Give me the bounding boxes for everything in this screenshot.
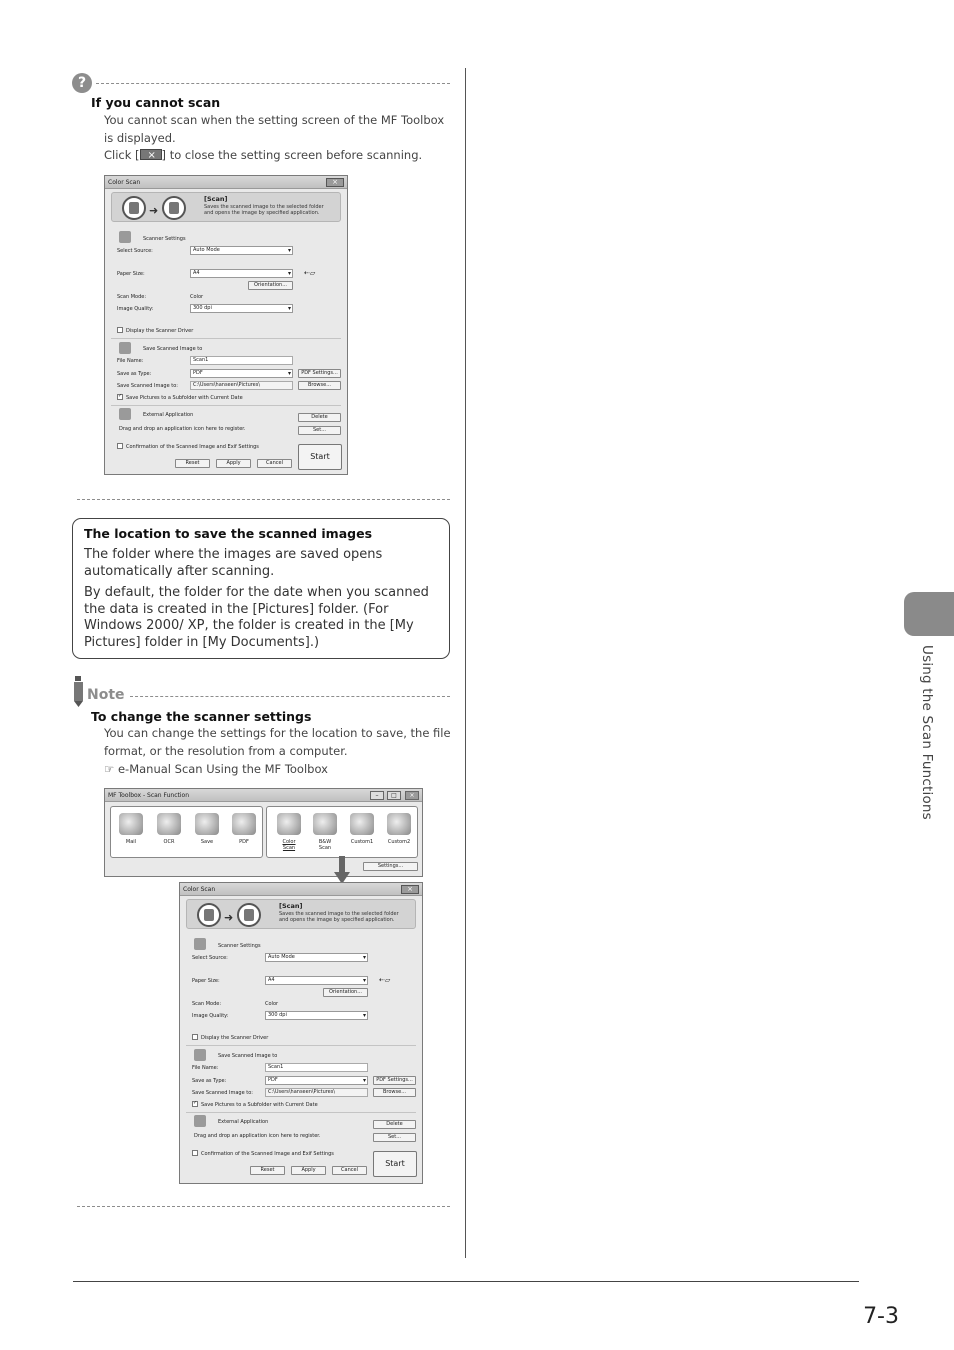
select-source-label: Select Source: (117, 248, 153, 254)
hint-click-post: ] to close the setting screen before scanning. (161, 148, 423, 162)
ocr-label: OCR (163, 839, 175, 845)
subfolder-label: Save Pictures to a Subfolder with Current Date (201, 1102, 318, 1108)
file-name-input[interactable]: Scan1 (190, 356, 293, 365)
minimize-icon[interactable]: – (370, 791, 384, 800)
window-titlebar (105, 789, 422, 802)
save-folder-icon (194, 1049, 206, 1061)
save-path-label: Save Scanned Image to: (192, 1090, 253, 1096)
mail-label: Mail (125, 839, 137, 845)
subfolder-checkbox[interactable] (192, 1101, 198, 1107)
delete-button[interactable]: Delete (373, 1120, 416, 1129)
file-name-label: File Name: (192, 1065, 219, 1071)
banner-title: [Scan] (279, 902, 303, 910)
image-quality-label: Image Quality: (117, 306, 154, 312)
save-folder-icon (119, 342, 131, 354)
save-icon[interactable] (195, 813, 219, 835)
hint-body: You cannot scan when the setting screen of the MF Toolbox is displayed. (104, 113, 445, 145)
browse-button[interactable]: Browse... (298, 381, 341, 390)
orientation-icon: ⇠▱ (304, 269, 316, 277)
cancel-button[interactable]: Cancel (332, 1166, 367, 1175)
custom2-icon[interactable] (387, 813, 411, 835)
note-link[interactable]: e-Manual Scan Using the MF Toolbox (117, 762, 328, 776)
scan-mode-value: Color (190, 294, 204, 300)
arrow-right-icon: ➜ (149, 204, 159, 217)
save-to-label: Save Scanned Image to (143, 346, 203, 352)
select-source-dropdown[interactable]: Auto Mode ▾ (265, 953, 368, 962)
window-title: Color Scan (183, 886, 216, 893)
window-title: Color Scan (108, 179, 141, 186)
display-driver-checkbox[interactable] (117, 327, 123, 333)
confirm-checkbox[interactable] (117, 443, 123, 449)
scanner-settings-label: Scanner Settings (218, 943, 261, 949)
section-divider (111, 405, 341, 406)
scanner-icon (122, 196, 146, 220)
hint-click-pre: Click [ (104, 148, 140, 162)
scanner-icon (197, 903, 221, 927)
scan-mode-label: Scan Mode: (117, 294, 147, 300)
pdf-settings-button[interactable]: PDF Settings... (298, 369, 341, 378)
close-icon[interactable]: × (326, 178, 344, 187)
section-divider (186, 1045, 416, 1046)
save-path-label: Save Scanned Image to: (117, 383, 178, 389)
callout-paragraph-1: The folder where the images are saved opens automatically after scanning. (84, 547, 383, 579)
banner-desc: Saves the scanned image to the selected folder and opens the image by specified application. (279, 911, 399, 923)
color-scan-label: Color Scan (282, 839, 296, 851)
note-heading: To change the scanner settings (91, 709, 312, 724)
scan-mode-value: Color (265, 1001, 279, 1007)
mf-toolbox-window (104, 788, 423, 877)
paper-size-dropdown[interactable]: A4 ▾ (190, 269, 293, 278)
color-scan-window (104, 175, 348, 475)
ocr-icon[interactable] (157, 813, 181, 835)
column-divider (465, 68, 466, 1258)
orientation-icon: ⇠▱ (379, 976, 391, 984)
custom2-label: Custom2 (387, 839, 411, 845)
color-scan-icon[interactable] (277, 813, 301, 835)
hint-heading: If you cannot scan (91, 95, 221, 110)
confirm-label: Confirmation of the Scanned Image and Exif Settings (201, 1151, 334, 1157)
callout-title: The location to save the scanned images (84, 526, 373, 541)
set-button[interactable]: Set... (373, 1133, 416, 1142)
maximize-icon[interactable]: □ (387, 791, 401, 800)
confirm-checkbox[interactable] (192, 1150, 198, 1156)
arrow-down-icon (334, 856, 350, 884)
page-number: 7-3 (863, 1304, 899, 1329)
external-app-label: External Application (218, 1119, 269, 1125)
drag-hint: Drag and drop an application icon here to register. (194, 1133, 321, 1139)
image-quality-dropdown[interactable]: 300 dpi ▾ (265, 1011, 368, 1020)
subfolder-checkbox[interactable] (117, 394, 123, 400)
question-icon: ? (72, 73, 92, 93)
save-location-callout (72, 518, 450, 659)
window-title: MF Toolbox - Scan Function (108, 792, 190, 799)
image-quality-dropdown[interactable]: 300 dpi ▾ (190, 304, 293, 313)
display-driver-checkbox[interactable] (192, 1034, 198, 1040)
note-bottom-divider (77, 1206, 450, 1207)
callout-paragraph-2: By default, the folder for the date when you scanned the data is created in the [Pictures] folder. (For Windows 2000/ XP, the folder is created in the [My Pictures] folder in [My Documents].) (84, 585, 429, 650)
folder-icon (162, 196, 186, 220)
hint-bottom-divider (77, 499, 450, 500)
subfolder-label: Save Pictures to a Subfolder with Current Date (126, 395, 243, 401)
hint-top-divider (96, 83, 450, 84)
apply-button[interactable]: Apply (291, 1166, 326, 1175)
chapter-tab-label: Using the Scan Functions (919, 645, 935, 820)
banner-desc: Saves the scanned image to the selected folder and opens the image by specified application. (204, 204, 324, 216)
paper-size-label: Paper Size: (117, 271, 145, 277)
save-path-field[interactable]: C:\Users\hanseen\Pictures\ (190, 381, 293, 390)
orientation-button[interactable]: Orientation... (323, 988, 368, 997)
note-link-line[interactable] (104, 761, 449, 779)
select-source-label: Select Source: (192, 955, 228, 961)
external-app-icon (194, 1115, 206, 1127)
close-icon[interactable]: × (401, 885, 419, 894)
bw-scan-label: B&W Scan (318, 839, 332, 851)
close-icon[interactable]: × (405, 791, 419, 800)
pdf-icon[interactable] (232, 813, 256, 835)
arrow-right-icon: ➜ (224, 911, 234, 924)
pdf-settings-button[interactable]: PDF Settings... (373, 1076, 416, 1085)
window-titlebar (180, 883, 422, 896)
drag-hint: Drag and drop an application icon here to register. (119, 426, 246, 432)
section-divider (186, 1112, 416, 1113)
save-type-dropdown[interactable]: PDF ▾ (190, 369, 293, 378)
file-name-label: File Name: (117, 358, 144, 364)
paper-size-label: Paper Size: (192, 978, 220, 984)
external-app-label: External Application (143, 412, 194, 418)
note-label: Note (87, 687, 125, 703)
image-quality-label: Image Quality: (192, 1013, 229, 1019)
confirm-label: Confirmation of the Scanned Image and Exif Settings (126, 444, 259, 450)
start-button[interactable]: Start (298, 444, 342, 470)
scan-banner (186, 899, 416, 929)
custom1-label: Custom1 (350, 839, 374, 845)
toolbox-group-right (266, 806, 418, 858)
hint-click-line (104, 147, 449, 165)
pencil-icon (73, 676, 84, 707)
note-top-divider (130, 696, 450, 697)
banner-title: [Scan] (204, 195, 228, 203)
bw-scan-icon[interactable] (313, 813, 337, 835)
close-icon (140, 149, 162, 160)
select-source-dropdown[interactable]: Auto Mode ▾ (190, 246, 293, 255)
delete-button[interactable]: Delete (298, 413, 341, 422)
reset-button[interactable]: Reset (250, 1166, 285, 1175)
save-type-dropdown[interactable]: PDF ▾ (265, 1076, 368, 1085)
cancel-button[interactable]: Cancel (257, 459, 292, 468)
scan-mode-label: Scan Mode: (192, 1001, 222, 1007)
save-to-label: Save Scanned Image to (218, 1053, 278, 1059)
chapter-tab (904, 592, 954, 636)
set-button[interactable]: Set... (298, 426, 341, 435)
scanner-settings-icon (119, 231, 131, 243)
display-driver-label: Display the Scanner Driver (201, 1035, 269, 1041)
settings-button[interactable]: Settings... (363, 862, 418, 871)
display-driver-label: Display the Scanner Driver (126, 328, 194, 334)
save-path-field[interactable]: C:\Users\hanseen\Pictures\ (265, 1088, 368, 1097)
paper-size-dropdown[interactable]: A4 ▾ (265, 976, 368, 985)
save-type-label: Save as Type: (192, 1078, 227, 1084)
external-app-icon (119, 408, 131, 420)
folder-icon (237, 903, 261, 927)
reference-icon: ☞ (104, 762, 115, 776)
scan-banner (111, 192, 341, 222)
save-label: Save (200, 839, 214, 845)
orientation-button[interactable]: Orientation... (248, 281, 293, 290)
scanner-settings-label: Scanner Settings (143, 236, 186, 242)
pdf-label: PDF (239, 839, 249, 845)
reset-button[interactable]: Reset (175, 459, 210, 468)
footer-rule (73, 1281, 859, 1282)
note-body: You can change the settings for the location to save, the file format, or the resolution from a computer. (104, 726, 451, 758)
custom1-icon[interactable] (350, 813, 374, 835)
toolbox-group-left (110, 806, 263, 858)
mail-icon[interactable] (119, 813, 143, 835)
start-button[interactable]: Start (373, 1151, 417, 1177)
save-type-label: Save as Type: (117, 371, 152, 377)
scanner-settings-icon (194, 938, 206, 950)
window-titlebar (105, 176, 347, 189)
apply-button[interactable]: Apply (216, 459, 251, 468)
section-divider (111, 338, 341, 339)
file-name-input[interactable]: Scan1 (265, 1063, 368, 1072)
browse-button[interactable]: Browse... (373, 1088, 416, 1097)
color-scan-window-2 (179, 882, 423, 1184)
